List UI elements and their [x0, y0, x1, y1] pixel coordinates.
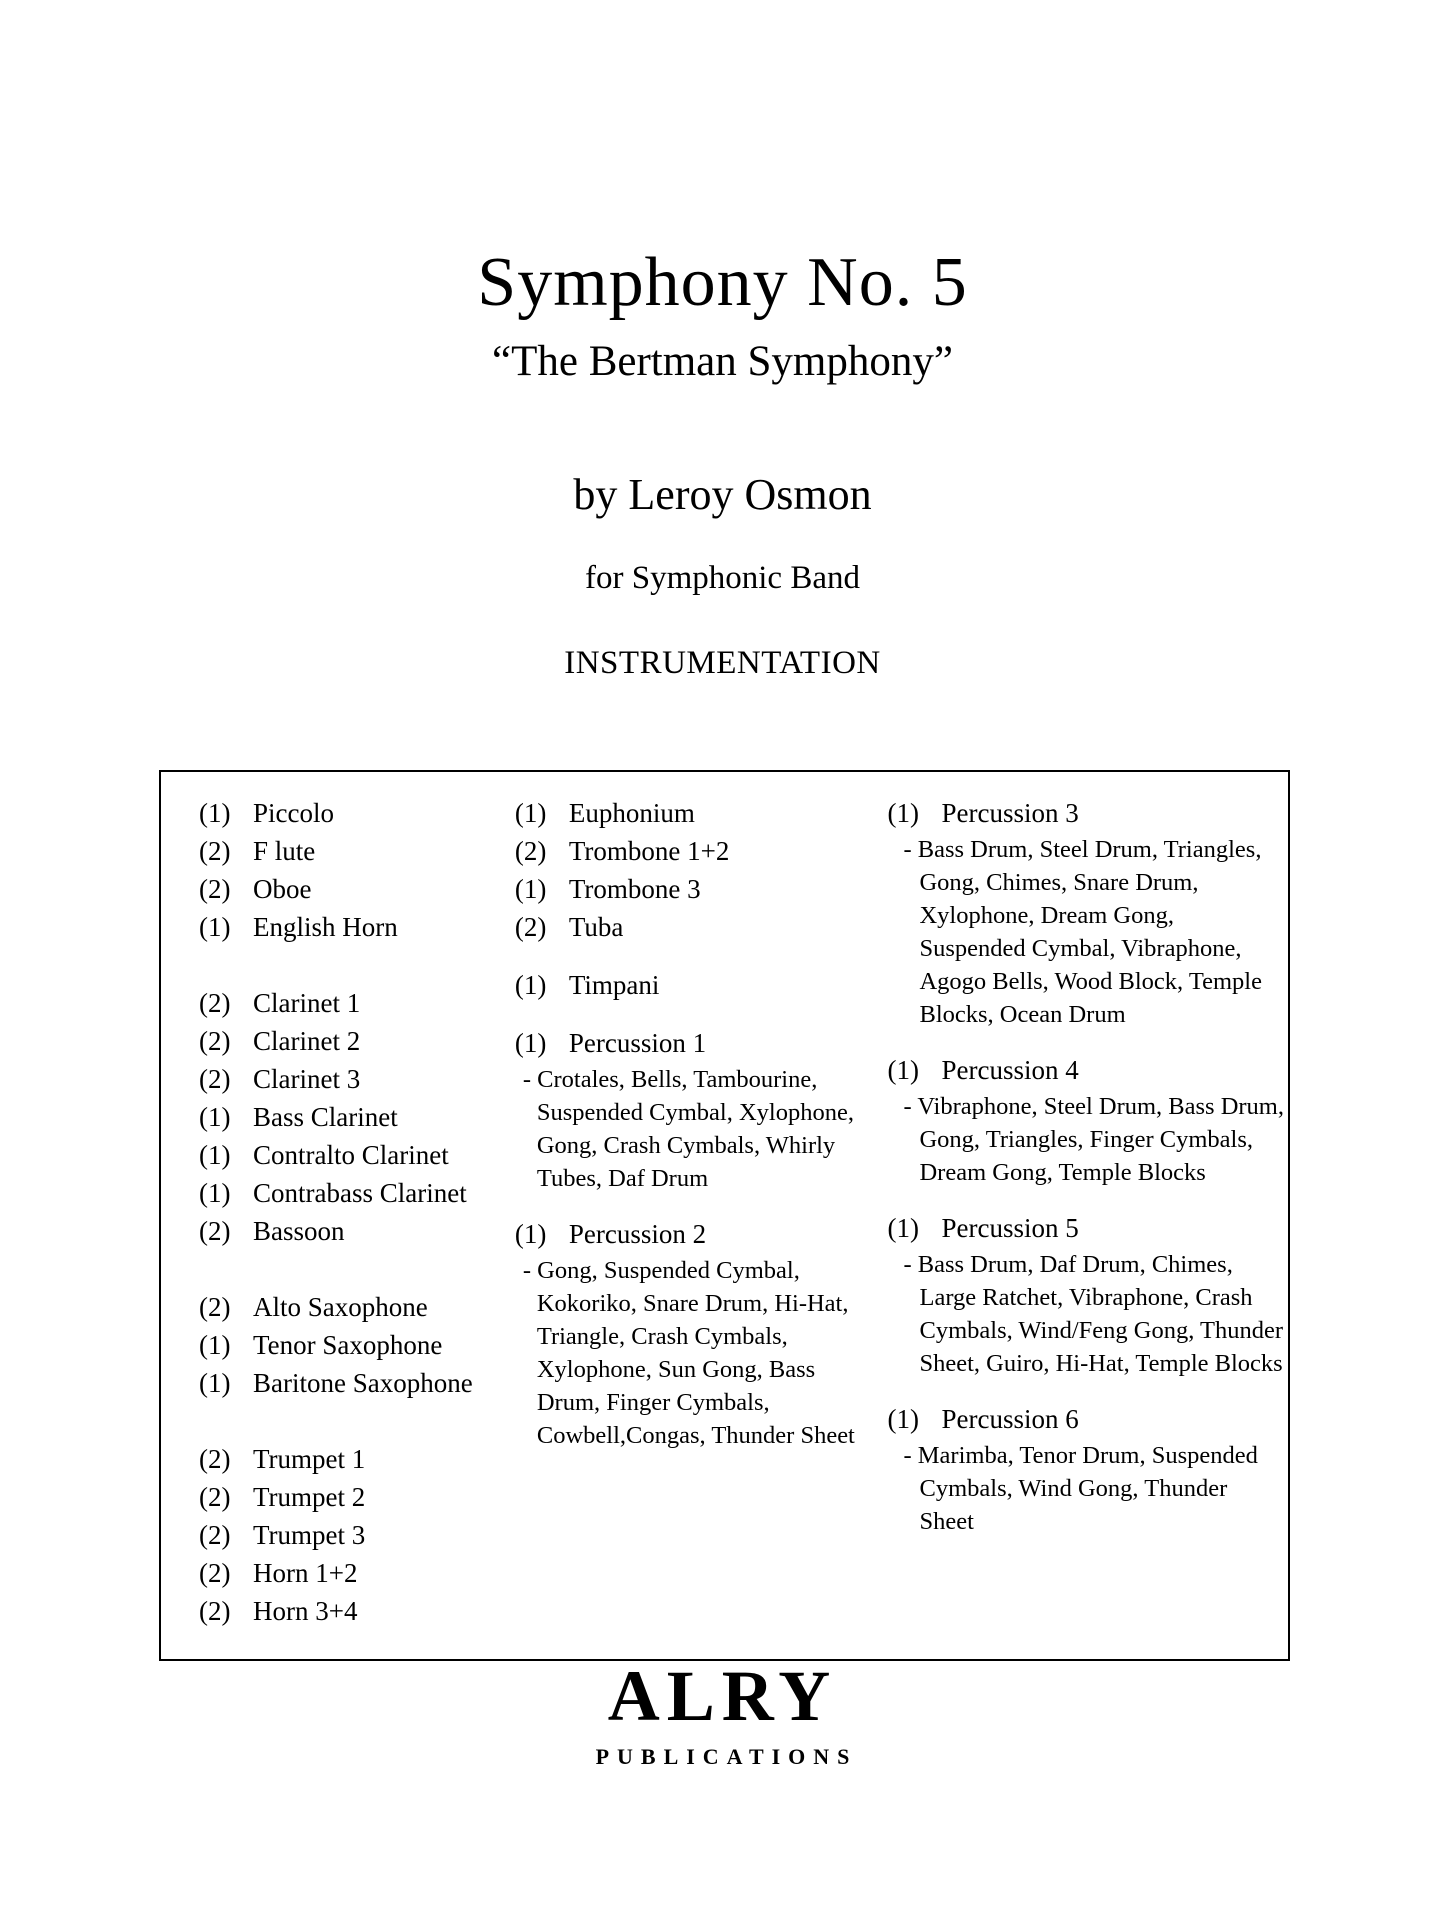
instrument-line	[199, 1022, 505, 1060]
instrument-quantity: (2)	[199, 1558, 231, 1588]
instrument-name: F lute	[253, 836, 316, 866]
instrument-line	[199, 1060, 505, 1098]
instrument-line	[199, 1212, 505, 1250]
instrument-line	[515, 870, 886, 908]
instrument-name: Timpani	[568, 970, 660, 1000]
instrument-name: Trombone 3	[568, 874, 701, 904]
instrument-line	[199, 832, 505, 870]
percussion-detail-list: - Bass Drum, Daf Drum, Chimes, Large Ratchet, Vibraphone, Crash Cymbals, Wind/Feng Gong, Thunder Sheet, Guiro, Hi-Hat, Temple Blocks	[903, 1251, 1284, 1377]
instrument-line	[199, 1478, 505, 1516]
ensemble-label: for Symphonic Band	[585, 560, 860, 596]
composer-credit: by Leroy Osmon	[573, 470, 872, 519]
title-block	[0, 0, 1445, 680]
instrument-quantity: (1)	[887, 1213, 919, 1243]
instrument-quantity: (2)	[199, 1292, 231, 1322]
instrument-name: Bassoon	[253, 1216, 345, 1246]
instrument-name: Horn 1+2	[253, 1558, 358, 1588]
instrument-name: Percussion 5	[941, 1213, 1079, 1243]
instrument-line	[199, 1136, 505, 1174]
instrument-name: Tenor Saxophone	[253, 1330, 443, 1360]
instrument-line	[199, 984, 505, 1022]
section-spacer	[199, 946, 505, 984]
percussion-detail-list: - Bass Drum, Steel Drum, Triangles, Gong, Chimes, Snare Drum, Xylophone, Dream Gong, Suspended Cymbal, Vibraphone, Agogo Bells, Wood Block, Temple Blocks, Ocean Drum	[903, 836, 1262, 1028]
instrument-line	[199, 1326, 505, 1364]
instrument-name: Trumpet 1	[253, 1444, 366, 1474]
publisher-name: ALRY	[607, 1656, 838, 1736]
instrument-name: English Horn	[253, 912, 398, 942]
instrument-quantity: (2)	[514, 836, 547, 866]
instrument-quantity: (1)	[199, 1102, 231, 1132]
instrument-line	[199, 1288, 505, 1326]
instrument-name: Clarinet 2	[253, 1026, 361, 1056]
instrument-line	[199, 908, 505, 946]
instrument-name: Trumpet 3	[253, 1520, 366, 1550]
instrument-quantity: (2)	[199, 1026, 231, 1056]
publisher-logo	[0, 1656, 1445, 1769]
instrumentation-box	[159, 770, 1290, 1661]
section-spacer	[199, 1402, 505, 1440]
instrument-name: Contralto Clarinet	[253, 1140, 449, 1170]
section-spacer	[887, 1380, 1288, 1400]
instrument-line	[515, 966, 886, 1004]
page-subtitle: “The Bertman Symphony”	[492, 338, 953, 385]
instrument-name: Trumpet 2	[253, 1482, 366, 1512]
instrument-quantity: (2)	[199, 874, 231, 904]
instrument-quantity: (1)	[199, 1178, 231, 1208]
instrument-line	[199, 1098, 505, 1136]
instrument-quantity: (1)	[199, 798, 231, 828]
percussion-detail-list: - Crotales, Bells, Tambourine, Suspended Cymbal, Xylophone, Gong, Crash Cymbals, Whirly Tubes, Daf Drum	[522, 1066, 854, 1192]
instrument-name: Percussion 4	[941, 1055, 1079, 1085]
instrument-quantity: (1)	[887, 798, 919, 828]
instrument-name: Percussion 6	[941, 1404, 1079, 1434]
instrument-line	[887, 1209, 1288, 1247]
instrument-line	[199, 1364, 505, 1402]
instrumentation-column-3	[885, 794, 1288, 1659]
instrument-line	[515, 832, 886, 870]
instrument-quantity: (1)	[514, 970, 547, 1000]
instrument-line	[887, 1051, 1288, 1089]
instrument-line	[515, 1024, 886, 1062]
instrument-quantity: (1)	[514, 1219, 547, 1249]
percussion-detail-list: - Marimba, Tenor Drum, Suspended Cymbals, Wind Gong, Thunder Sheet	[903, 1442, 1258, 1535]
instrument-quantity: (2)	[199, 1596, 231, 1626]
section-spacer	[515, 946, 886, 966]
instrument-line	[199, 794, 505, 832]
instrument-quantity: (1)	[514, 1028, 547, 1058]
instrument-quantity: (1)	[199, 912, 231, 942]
instrument-name: Percussion 2	[568, 1219, 707, 1249]
instrument-line	[887, 794, 1288, 832]
instrument-name: Clarinet 3	[253, 1064, 361, 1094]
instrument-name: Bass Clarinet	[253, 1102, 398, 1132]
instrument-name: Euphonium	[568, 798, 695, 828]
section-spacer	[515, 1195, 886, 1215]
instrument-line	[887, 1400, 1288, 1438]
instrument-quantity: (1)	[514, 798, 547, 828]
instrument-name: Oboe	[253, 874, 312, 904]
instrument-name: Alto Saxophone	[253, 1292, 428, 1322]
instrument-quantity: (2)	[199, 1064, 231, 1094]
instrument-quantity: (2)	[199, 1482, 231, 1512]
instrument-line	[515, 908, 886, 946]
percussion-detail-list: - Vibraphone, Steel Drum, Bass Drum, Gong, Triangles, Finger Cymbals, Dream Gong, Temple Blocks	[903, 1093, 1284, 1186]
instrument-line	[199, 1516, 505, 1554]
publisher-tagline: PUBLICATIONS	[595, 1744, 858, 1769]
percussion-detail-list: - Gong, Suspended Cymbal, Kokoriko, Snare Drum, Hi-Hat, Triangle, Crash Cymbals, Xylophone, Sun Gong, Bass Drum, Finger Cymbals, Cowbell,Congas, Thunder Sheet	[522, 1257, 855, 1449]
instrument-line	[199, 1554, 505, 1592]
instrument-name: Contrabass Clarinet	[253, 1178, 467, 1208]
instrumentation-columns	[161, 772, 1288, 1659]
instrument-name: Horn 3+4	[253, 1596, 358, 1626]
instrument-name: Piccolo	[253, 798, 334, 828]
instrument-line	[199, 1592, 505, 1630]
instrument-name: Percussion 1	[568, 1028, 707, 1058]
instrument-quantity: (2)	[199, 988, 231, 1018]
instrument-quantity: (2)	[199, 1520, 231, 1550]
instrument-name: Clarinet 1	[253, 988, 361, 1018]
instrument-quantity: (2)	[199, 836, 231, 866]
instrument-line	[199, 1174, 505, 1212]
instrument-quantity: (1)	[887, 1055, 919, 1085]
instrumentation-column-1	[161, 794, 505, 1659]
section-spacer	[887, 1189, 1288, 1209]
instrument-quantity: (2)	[199, 1444, 231, 1474]
instrument-quantity: (1)	[199, 1368, 231, 1398]
instrument-quantity: (2)	[199, 1216, 231, 1246]
section-spacer	[887, 1031, 1288, 1051]
instrument-quantity: (1)	[887, 1404, 919, 1434]
section-spacer	[515, 1004, 886, 1024]
instrument-quantity: (1)	[199, 1330, 231, 1360]
instrument-line	[199, 870, 505, 908]
instrument-quantity: (2)	[514, 912, 547, 942]
instrument-name: Trombone 1+2	[568, 836, 730, 866]
instrument-line	[515, 1215, 886, 1253]
instrumentation-heading: INSTRUMENTATION	[564, 645, 881, 681]
instrument-line	[199, 1440, 505, 1478]
instrument-quantity: (1)	[199, 1140, 231, 1170]
instrument-name: Tuba	[568, 912, 624, 942]
instrument-name: Percussion 3	[941, 798, 1079, 828]
section-spacer	[199, 1250, 505, 1288]
instrument-name: Baritone Saxophone	[253, 1368, 473, 1398]
instrument-line	[515, 794, 886, 832]
instrumentation-column-2	[505, 794, 886, 1659]
instrument-quantity: (1)	[514, 874, 547, 904]
page-title: Symphony No. 5	[477, 244, 968, 321]
